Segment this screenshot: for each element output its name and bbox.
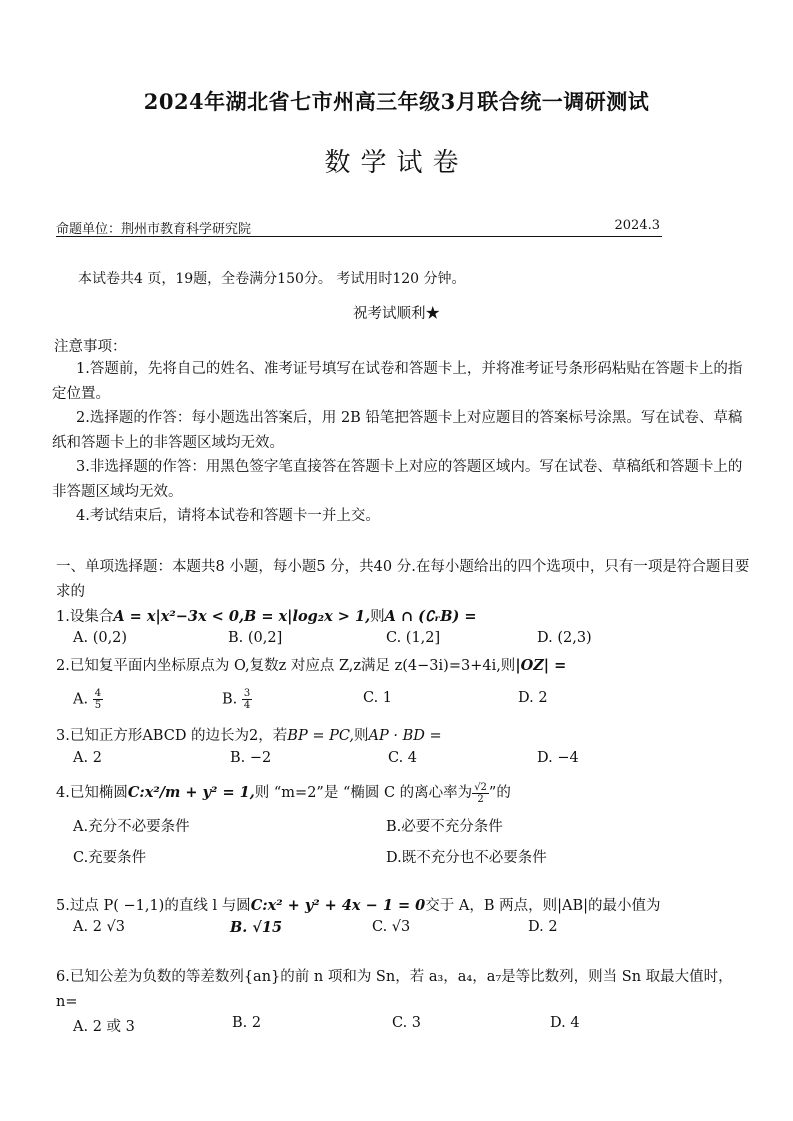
compiler-unit: 命题单位：荆州市教育科学研究院 — [56, 222, 252, 237]
note-item-4: 4.考试结束后，请将本试卷和答题卡一并上交。 — [76, 508, 380, 524]
q5-option-a: A. 2 √3 — [73, 919, 125, 935]
q1-math2: A ∩ (∁ᵣB) = — [384, 608, 477, 625]
q2-option-b-fraction: $\frac{3}{4}$ — [243, 688, 251, 711]
q3-option-a: A. 2 — [73, 750, 102, 766]
q1-prefix: 1.设集合 — [56, 609, 114, 625]
exam-subtitle: 数学试卷 — [324, 148, 469, 178]
q1-option-a: A. (0,2) — [73, 630, 128, 646]
q2-prefix: 2.已知复平面内坐标原点为 O,复数z 对应点 Z,z满足 z(4−3i)=3+4i,则 — [56, 658, 516, 674]
q4-option-c: C.充要条件 — [73, 850, 147, 866]
question-5-stem — [56, 894, 661, 915]
exam-intro: 本试卷共4 页，19题，全卷满分150分。 考试用时120 分钟。 — [78, 271, 466, 287]
question-4-stem — [56, 781, 511, 805]
q4-option-b: B.必要不充分条件 — [386, 819, 503, 835]
notes-title: 注意事项： — [54, 339, 127, 355]
q1-option-d: D. (2,3) — [537, 630, 592, 646]
q3-option-d: D. −4 — [537, 750, 579, 766]
q4-eccentricity-fraction: $\frac{√2}{2}$ — [474, 781, 487, 805]
q5-prefix: 5.过点 P( −1,1)的直线 l 与圆 — [56, 898, 251, 914]
question-3-stem — [56, 724, 442, 745]
q3-math2: AP · BD = — [368, 728, 442, 744]
q5-end: 交于 A，B 两点，则|AB|的最小值为 — [425, 898, 661, 914]
note-item-1: 1.答题前，先将自己的姓名、准考证号填写在试卷和答题卡上，并将准考证号条形码粘贴在答题卡上的指定位置。 — [52, 361, 743, 402]
q3-option-b: B. −2 — [230, 750, 272, 766]
section-text: 一、单项选择题：本题共8 小题，每小题5 分，共40 分.在每小题给出的四个选项中，只有一项是符合题目要求的 — [56, 559, 750, 600]
q4-option-a: A.充分不必要条件 — [73, 819, 190, 835]
note-item-3: 3.非选择题的作答：用黑色签字笔直接答在答题卡上对应的答题区域内。写在试卷、草稿纸和答题卡上的非答题区域均无效。 — [52, 459, 743, 500]
q2-option-a-label: A. — [73, 691, 89, 708]
question-6-stem: 6.已知公差为负数的等差数列{an}的前 n 项和为 Sn，若 a₃，a₄，a₇是等比数列，则当 Sn 取最大值时，n= — [56, 969, 733, 1010]
q4-mid: 则 “m=2”是 “椭圆 C 的离心率为 — [254, 785, 473, 801]
question-1-stem — [56, 605, 477, 626]
q1-option-b: B. (0,2] — [228, 630, 283, 646]
question-2-stem — [56, 654, 566, 675]
q3-prefix: 3.已知正方形ABCD 的边长为2，若 — [56, 728, 288, 744]
q5-math: C:x² + y² + 4x − 1 = 0 — [250, 897, 426, 914]
note-item-2: 2.选择题的作答：每小题选出答案后，用 2B 铅笔把答题卡上对应题目的答案标号涂黑。写在试卷、草稿纸和答题卡上的非答题区域均无效。 — [52, 410, 743, 451]
q4-math: C:x²/m + y² = 1, — [127, 784, 255, 801]
q1-math: A = x|x²−3x < 0,B = x|log₂x > 1, — [113, 608, 371, 625]
q5-option-b: B. √15 — [230, 919, 283, 936]
q5-option-d: D. 2 — [528, 919, 558, 935]
q4-end: ”的 — [488, 785, 511, 801]
q6-option-c: C. 3 — [392, 1015, 422, 1031]
q2-option-b — [222, 688, 252, 711]
q3-mid: 则 — [354, 728, 369, 744]
q2-option-c: C. 1 — [363, 690, 393, 706]
q2-option-a — [73, 688, 103, 711]
q5-option-c: C. √3 — [372, 919, 411, 935]
section-heading — [56, 555, 756, 605]
q6-option-a: A. 2 或 3 — [73, 1019, 135, 1035]
exam-date: 2024.3 — [614, 218, 660, 233]
exam-title: 2024年湖北省七市州高三年级3月联合统一调研测试 — [143, 89, 650, 114]
unit-line — [56, 218, 662, 237]
q4-prefix: 4.已知椭圆 — [56, 785, 128, 801]
q3-option-c: C. 4 — [388, 750, 418, 766]
good-luck-line: 祝考试顺利★ — [353, 306, 440, 322]
q2-option-a-fraction: $\frac{4}{5}$ — [94, 688, 102, 711]
q6-option-b: B. 2 — [232, 1015, 262, 1031]
q2-option-b-label: B. — [222, 691, 238, 708]
q1-option-c: C. (1,2] — [386, 630, 441, 646]
q1-mid: 则 — [370, 609, 385, 625]
q3-math: BP = PC, — [287, 728, 355, 744]
q2-math: |OZ| = — [515, 657, 567, 674]
q6-option-d: D. 4 — [550, 1015, 580, 1031]
q4-option-d: D.既不充分也不必要条件 — [386, 850, 547, 866]
q2-option-d: D. 2 — [518, 690, 548, 706]
